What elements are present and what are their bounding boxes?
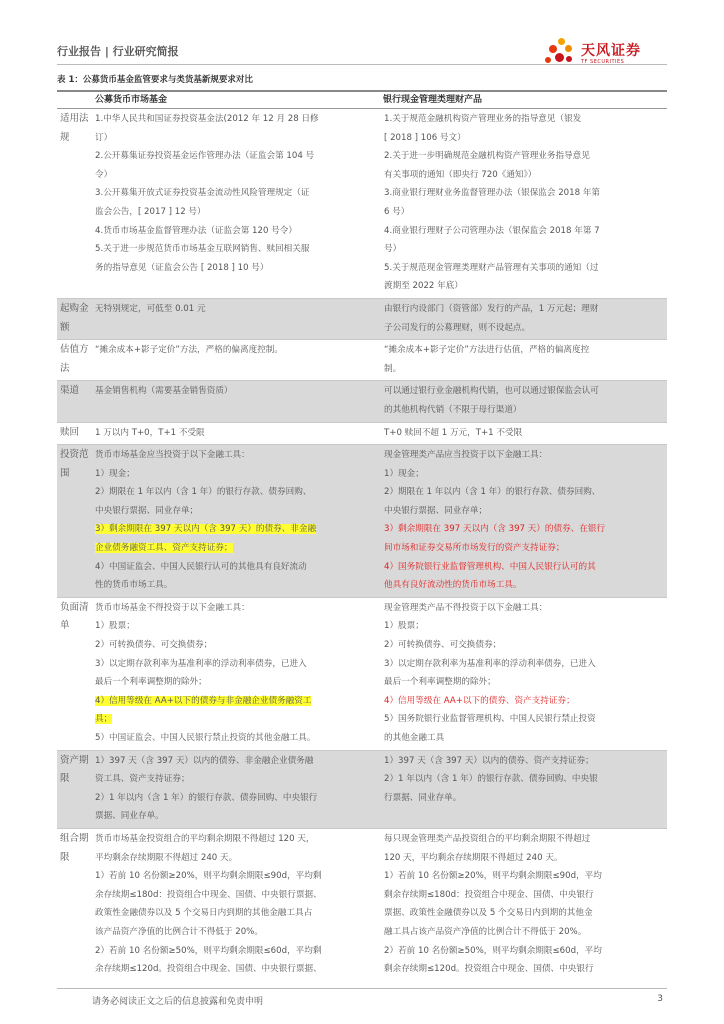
- brand-name-cn: 天风证券: [581, 43, 641, 59]
- cell-line: 的其他金融工具: [384, 733, 445, 743]
- cell-line: 监会公告，[ 2017 ] 12 号）: [95, 206, 206, 217]
- emphasis-text: 4）国务院银行业监督管理机构、中国人民银行认可的其: [384, 561, 596, 572]
- table-row: [57, 298, 667, 339]
- comparison-table: [57, 90, 667, 981]
- cell-line: 120 天，平均剩余存续期限不得超过 240 天。: [384, 852, 563, 863]
- cell-line: 2）若前 10 名份额≥50%，则平均剩余期限≤60d，平均: [384, 945, 602, 956]
- fund-cell: [92, 340, 380, 381]
- fund-cell: [92, 750, 380, 828]
- fund-cell: [92, 597, 380, 750]
- cell-line: 1）397 天（含 397 天）以内的债券、非金融企业债务融: [95, 755, 314, 766]
- bank-cell: [380, 422, 667, 445]
- cell-line: 4.商业银行理财子公司管理办法（银保监会 2018 年第 7: [384, 225, 600, 236]
- cell-line: 2）可转换债券、可交换债券；: [384, 640, 502, 651]
- cell-line: 5）国务院银行业监督管理机构、中国人民银行禁止投资: [384, 714, 596, 725]
- fund-cell: [92, 109, 380, 299]
- cell-line: 行票据、同业存单。: [384, 792, 462, 803]
- cell-line: 1）若前 10 名份额≥20%，则平均剩余期限≤90d，平均剩: [95, 871, 322, 882]
- header-fund: 公募货币市场基金: [92, 91, 380, 109]
- cell-line: T+0 赎回不超 1 万元，T+1 不受限: [384, 427, 523, 438]
- cell-line: 3）以定期存款利率为基准利率的浮动利率债券，已进入: [95, 658, 307, 669]
- cell-line: 剩余存续期≤180d：投资组合中现金、国债、中央银行: [384, 889, 594, 900]
- table-row: [57, 340, 667, 381]
- cell-line: 无特别规定，可低至 0.01 元: [95, 303, 206, 314]
- bank-cell: [380, 298, 667, 339]
- emphasis-text: 他具有良好流动性的货币市场工具。: [384, 580, 522, 591]
- cell-line: 平均剩余存续期限不得超过 240 天。: [95, 852, 238, 863]
- row-label: 适用法规: [57, 109, 92, 299]
- bank-cell: [380, 445, 667, 598]
- table-row: [57, 381, 667, 422]
- emphasis-text: 间市场和证券交易所市场发行的资产支持证券；: [384, 543, 565, 554]
- emphasis-text: 4）信用等级在 AA+以下的债券、资产支持证券；: [384, 695, 575, 706]
- table-row: [57, 750, 667, 828]
- cell-line: 订）: [95, 132, 113, 143]
- cell-line: 2.公开募集证券投资基金运作管理办法（证监会第 104 号: [95, 151, 315, 162]
- table-title: 表 1：公募货币基金监管要求与类货基新规要求对比: [57, 75, 253, 85]
- emphasis-text: 3）剩余期限在 397 天以内（含 397 天）的债券、在银行: [384, 524, 606, 535]
- bank-cell: [380, 109, 667, 299]
- cell-line: 政策性金融债券以及 5 个交易日内到期的其他金融工具占: [95, 908, 313, 919]
- cell-line: 资工具、资产支持证券；: [95, 774, 190, 785]
- brand-mark-icon: [545, 38, 577, 68]
- cell-line: 中央银行票据、同业存单；: [384, 505, 488, 516]
- cell-line: 现金管理类产品不得投资于以下金融工具：: [384, 602, 548, 613]
- cell-line: 货币市场基金应当投资于以下金融工具：: [95, 450, 250, 461]
- cell-line: 务的指导意见（证监会公告 [ 2018 ] 10 号）: [95, 262, 269, 273]
- cell-line: 货币市场基金投资组合的平均剩余期限不得超过 120 天，: [95, 833, 315, 844]
- bank-cell: [380, 340, 667, 381]
- cell-line: 的其他机构代销（不限于母行渠道）: [384, 404, 522, 415]
- brand-logo: [537, 36, 667, 72]
- cell-line: 渡期至 2022 年底）: [384, 281, 463, 292]
- highlighted-text: 具；: [95, 714, 113, 725]
- bank-cell: [380, 828, 667, 980]
- cell-line: 1）现金；: [95, 468, 135, 479]
- table-row: [57, 422, 667, 445]
- table-row: [57, 109, 667, 299]
- cell-line: “摊余成本+影子定价”方法，严格的偏离度控制。: [95, 345, 283, 356]
- cell-line: 每只现金管理类产品投资组合的平均剩余期限不得超过: [384, 833, 591, 844]
- cell-line: 5.关于进一步规范货币市场基金互联网销售、赎回相关服: [95, 244, 310, 255]
- cell-line: 4）中国证监会、中国人民银行认可的其他具有良好流动: [95, 561, 307, 572]
- cell-line: 1 万以内 T+0，T+1 不受限: [95, 427, 205, 438]
- highlighted-text: 企业债务融资工具、资产支持证券；: [95, 543, 233, 554]
- fund-cell: [92, 828, 380, 980]
- table-row: [57, 597, 667, 750]
- cell-line: 基金销售机构（需要基金销售资质）: [95, 386, 233, 397]
- cell-line: 2.关于进一步明确规范金融机构资产管理业务指导意见: [384, 151, 590, 162]
- fund-cell: [92, 422, 380, 445]
- row-label: 渠道: [57, 381, 92, 422]
- table-row: [57, 828, 667, 980]
- cell-line: 5.关于规范现金管理类理财产品管理有关事项的通知（过: [384, 262, 599, 273]
- cell-line: 余存续期≤120d。投资组合中现金、国债、中央银行票据、: [95, 964, 322, 975]
- row-label: 组合期限: [57, 828, 92, 980]
- cell-line: 该产品资产净值的比例合计不得低于 20%。: [95, 926, 263, 937]
- cell-line: 1）若前 10 名份额≥20%，则平均剩余期限≤90d，平均: [384, 871, 602, 882]
- row-label: 负面清单: [57, 597, 92, 750]
- cell-line: 1）股票；: [95, 621, 135, 632]
- cell-line: 票据、同业存单。: [95, 811, 164, 822]
- cell-line: 最后一个利率调整期的除外；: [95, 677, 207, 688]
- cell-line: 余存续期≤180d：投资组合中现金、国债、中央银行票据、: [95, 889, 322, 900]
- page-number: 3: [657, 994, 663, 1004]
- cell-line: 5）中国证监会、中国人民银行禁止投资的其他金融工具。: [95, 733, 316, 743]
- cell-line: 由银行内设部门（资管部）发行的产品，1 万元起；理财: [384, 303, 599, 314]
- cell-line: 1）397 天（含 397 天）以内的债券、资产支持证券；: [384, 755, 594, 766]
- highlighted-text: 4）信用等级在 AA+以下的债券与非金融企业债务融资工: [95, 695, 312, 706]
- row-label: 估值方法: [57, 340, 92, 381]
- cell-line: 3.公开募集开放式证券投资基金流动性风险管理规定（证: [95, 188, 310, 199]
- cell-line: 6 号）: [384, 206, 410, 217]
- footer-disclaimer: 请务必阅读正文之后的信息披露和免责申明: [92, 997, 264, 1007]
- report-section-label: 行业报告 | 行业研究简报: [57, 45, 179, 58]
- row-label: 资产期限: [57, 750, 92, 828]
- cell-line: 票据、政策性金融债券以及 5 个交易日内到期的其他金: [384, 908, 593, 919]
- cell-line: “摊余成本+影子定价”方法进行估值，严格的偏离度控: [384, 345, 590, 356]
- footer-divider: [57, 988, 667, 989]
- cell-line: 2）可转换债券、可交换债券；: [95, 640, 213, 651]
- cell-line: 1）现金；: [384, 468, 424, 479]
- header-blank-cell: [57, 91, 92, 109]
- cell-line: 融工具占该产品资产净值的比例合计不得低于 20%。: [384, 926, 587, 937]
- bank-cell: [380, 597, 667, 750]
- bank-cell: [380, 381, 667, 422]
- fund-cell: [92, 445, 380, 598]
- cell-line: 1）股票；: [384, 621, 424, 632]
- table-header-row: [57, 91, 667, 109]
- cell-line: 令）: [95, 169, 113, 180]
- cell-line: 最后一个利率调整期的除外；: [384, 677, 496, 688]
- cell-line: 货币市场基金不得投资于以下金融工具：: [95, 602, 250, 613]
- cell-line: 4.货币市场基金监督管理办法（证监会第 120 号令）: [95, 225, 297, 236]
- cell-line: 性的货币市场工具。: [95, 580, 173, 591]
- fund-cell: [92, 298, 380, 339]
- brand-name-en: TF SECURITIES: [581, 59, 625, 65]
- row-label: 赎回: [57, 422, 92, 445]
- row-label: 起购金额: [57, 298, 92, 339]
- page-header: [57, 36, 667, 72]
- cell-line: 现金管理类产品应当投资于以下金融工具：: [384, 450, 548, 461]
- bank-cell: [380, 750, 667, 828]
- header-bank: 银行现金管理类理财产品: [380, 91, 667, 109]
- cell-line: 子公司发行的公募理财，则不设起点。: [384, 322, 531, 333]
- cell-line: 2）期限在 1 年以内（含 1 年）的银行存款、债券回购、: [384, 487, 601, 498]
- cell-line: 2）期限在 1 年以内（含 1 年）的银行存款、债券回购、: [95, 487, 312, 498]
- cell-line: 号）: [384, 244, 402, 255]
- cell-line: 剩余存续期≤120d。投资组合中现金、国债、中央银行: [384, 964, 594, 975]
- cell-line: 中央银行票据、同业存单；: [95, 505, 199, 516]
- row-label: 投资范围: [57, 445, 92, 598]
- cell-line: 2）1 年以内（含 1 年）的银行存款、债券回购、中央银行: [95, 792, 318, 803]
- cell-line: 可以通过银行业金融机构代销，也可以通过银保监会认可: [384, 386, 599, 397]
- cell-line: 制。: [384, 363, 402, 374]
- cell-line: 1.中华人民共和国证券投资基金法(2012 年 12 月 28 日修: [95, 114, 319, 124]
- highlighted-text: 3）剩余期限在 397 天以内（含 397 天）的债券、非金融: [95, 524, 317, 535]
- cell-line: 2）1 年以内（含 1 年）的银行存款、债券回购、中央银: [384, 774, 598, 785]
- cell-line: [ 2018 ] 106 号文）: [384, 132, 466, 143]
- cell-line: 有关事项的通知（即央行 720《通知》）: [384, 169, 537, 180]
- fund-cell: [92, 381, 380, 422]
- table-row: [57, 445, 667, 598]
- cell-line: 1.关于规范金融机构资产管理业务的指导意见（银发: [384, 114, 582, 124]
- cell-line: 3）以定期存款利率为基准利率的浮动利率债券，已进入: [384, 658, 596, 669]
- cell-line: 2）若前 10 名份额≥50%，则平均剩余期限≤60d，平均剩: [95, 945, 322, 956]
- cell-line: 3.商业银行理财业务监督管理办法（银保监会 2018 年第: [384, 188, 601, 199]
